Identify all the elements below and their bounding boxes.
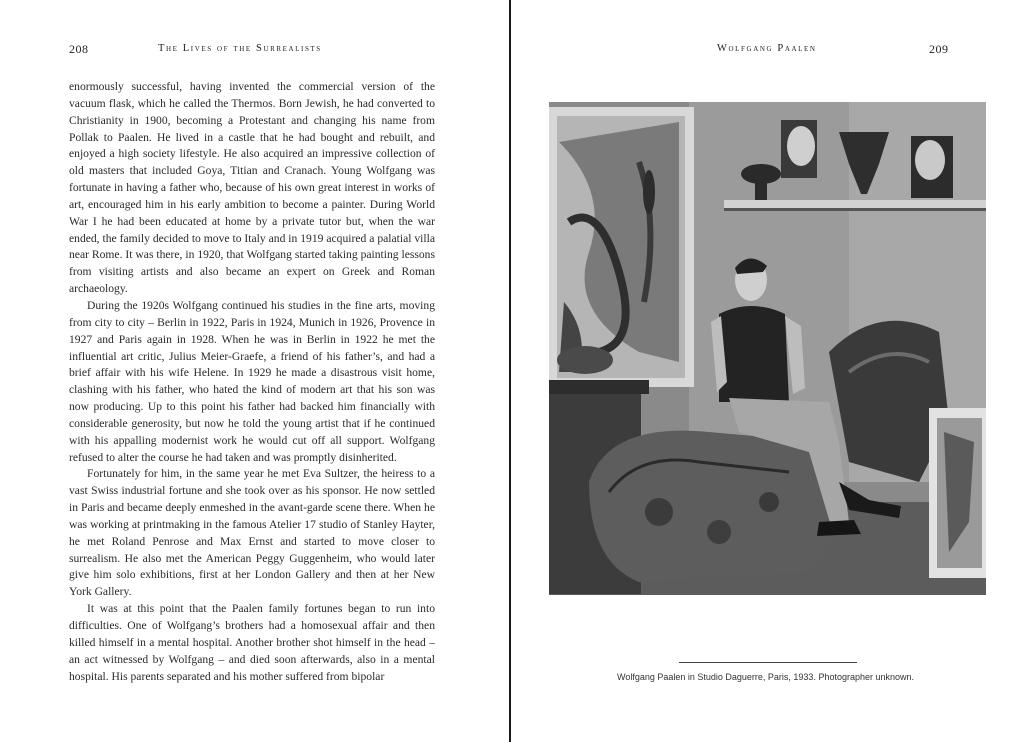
paragraph: Fortunately for him, in the same year he met Eva Sultzer, the heiress to a vast Swiss industrial fortune and she took over as his sponsor. He now settled in Paris and became deeply enmeshed in the avant-garde scene there. When he was working at printmaking in the famous Atelier 17 studio of Stanley Hayter, he met Roland Penrose and Max Ernst and started to move closer to surrealism. He also met the American Peggy Guggenheim, who would later give him solo exhibitions, first at her London Gallery and then at her New York Gallery.	[69, 467, 435, 599]
body-text	[69, 79, 435, 685]
page-number-left: 208	[69, 42, 89, 56]
paragraph: It was at this point that the Paalen family fortunes began to run into difficulties. One of Wolfgang’s brothers had a homosexual affair and then killed himself in a mental hospital. Another brother shot himself in the head – an act witnessed by Wolfgang – and died soon afterwards, also in a mental hospital. His parents separated and his mother suffered from bipolar	[69, 602, 435, 683]
right-page	[511, 0, 1020, 742]
caption-rule	[679, 662, 857, 663]
running-head-right: Wolfgang Paalen	[717, 43, 817, 54]
paragraph: enormously successful, having invented the commercial version of the vacuum flask, which he called the Thermos. Born Jewish, he had converted to Christianity in 1900, becoming a Protestant and changing his name from Pollak to Paalen. He lived in a castle that he had bought and rebuilt, and enjoyed a high society lifestyle. He also acquired an impressive collection of old masters that included Goya, Titian and Cranach. Young Wolfgang was fortunate in having a father who, because of his own great interest in works of art, encouraged him in his early ambition to become a painter. During World War I he had been educated at home by a private tutor but, when the war ended, the family decided to move to Italy and in 1919 acquired a palatial villa near Rome. It was there, in 1920, that Wolfgang started taking painting lessons from visiting artists and also became an expert on Greek and Roman archaeology.	[69, 80, 435, 296]
studio-photograph	[549, 102, 986, 595]
paragraph: During the 1920s Wolfgang continued his studies in the fine arts, moving from city to city – Berlin in 1922, Paris in 1924, Munich in 1926, Provence in 1927 and Paris again in 1928. When he was in Berlin in 1922 he met the influential art critic, Julius Meier-Graefe, a friend of his father’s, and had a brief affair with his wife Helene. In 1929 he made a disastrous visit home, clashing with his father, who hated the kind of modern art that his son was now producing. Up to this point his father had backed him financially with considerable generosity, but now he told the young artist that if he continued with his appalling modernist work he would cut off all support. Wolfgang refused to alter the course he had taken and was promptly disinherited.	[69, 298, 435, 464]
page-number-right: 209	[929, 42, 949, 56]
running-head-left: The Lives of the Surrealists	[158, 43, 322, 54]
photo-caption: Wolfgang Paalen in Studio Daguerre, Paris, 1933. Photographer unknown.	[616, 672, 915, 682]
